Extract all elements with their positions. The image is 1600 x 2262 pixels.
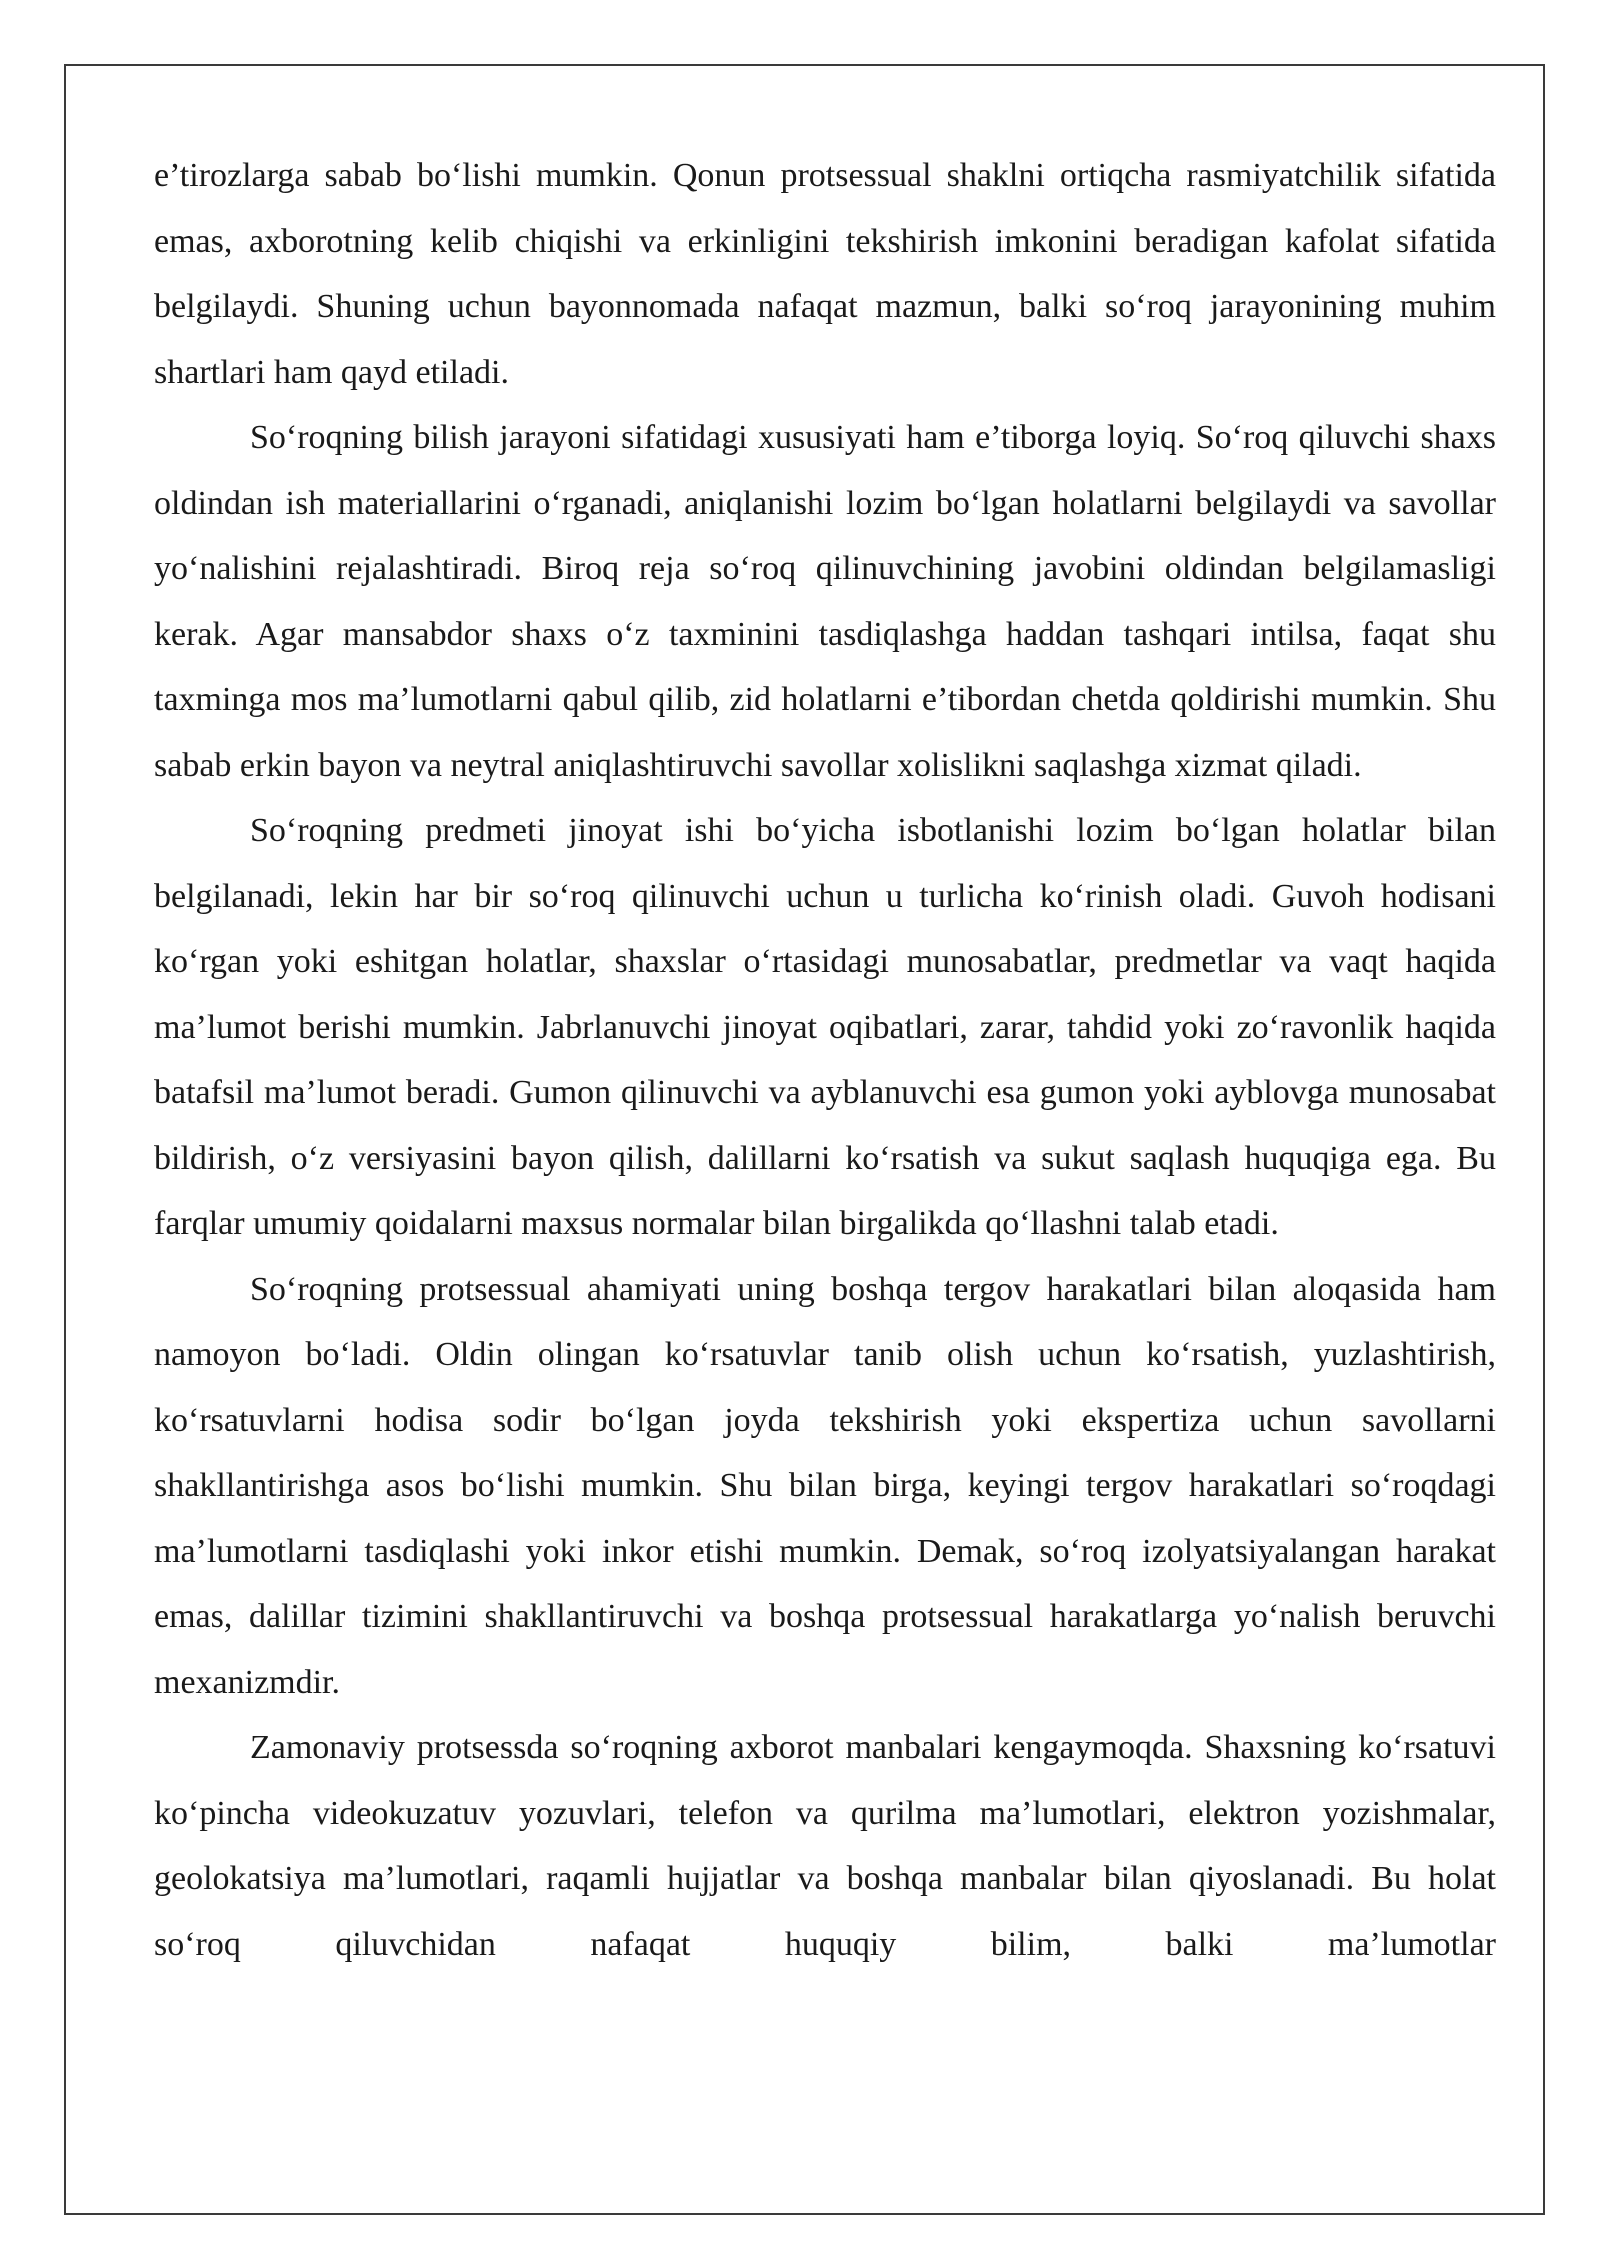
paragraph: So‘roqning protsessual ahamiyati uning boshqa tergov harakatlari bilan aloqasida ham namoyon bo‘ladi. Oldin olingan ko‘rsatuvlar tanib olish uchun ko‘rsatish, yuzlashtirish, ko‘rsatuvlarni hodisa sodir bo‘lgan joyda tekshirish yoki ekspertiza uchun savollarni shakllantirishga asos bo‘lishi mumkin. Shu bilan birga, keyingi tergov harakatlari so‘roqdagi ma’lumotlarni tasdiqlashi yoki inkor etishi mumkin. Demak, so‘roq izolyatsiyalangan harakat emas, dalillar tizimini shakllantiruvchi va boshqa protsessual harakatlarga yo‘nalish beruvchi mexanizmdir. — [154, 1270, 1496, 1701]
document-body — [154, 143, 1496, 1977]
paragraph: So‘roqning predmeti jinoyat ishi bo‘yicha isbotlanishi lozim bo‘lgan holatlar bilan belgilanadi, lekin har bir so‘roq qilinuvchi uchun u turlicha ko‘rinish oladi. Guvoh hodisani ko‘rgan yoki eshitgan holatlar, shaxslar o‘rtasidagi munosabatlar, predmetlar va vaqt haqida ma’lumot berishi mumkin. Jabrlanuvchi jinoyat oqibatlari, zarar, tahdid yoki zo‘ravonlik haqida batafsil ma’lumot beradi. Gumon qilinuvchi va ayblanuvchi esa gumon yoki ayblovga munosabat bildirish, o‘z versiyasini bayon qilish, dalillarni ko‘rsatish va sukut saqlash huquqiga ega. Bu farqlar umumiy qoidalarni maxsus normalar bilan birgalikda qo‘llashni talab etadi. — [154, 812, 1496, 1242]
paragraph: So‘roqning bilish jarayoni sifatidagi xususiyati ham e’tiborga loyiq. So‘roq qiluvchi shaxs oldindan ish materiallarini o‘rganadi, aniqlanishi lozim bo‘lgan holatlarni belgilaydi va savollar yo‘nalishini rejalashtiradi. Biroq reja so‘roq qilinuvchining javobini oldindan belgilamasligi kerak. Agar mansabdor shaxs o‘z taxminini tasdiqlashga haddan tashqari intilsa, faqat shu taxminga mos ma’lumotlarni qabul qilib, zid holatlarni e’tibordan chetda qoldirishi mumkin. Shu sabab erkin bayon va neytral aniqlashtiruvchi savollar xolislikni saqlashga xizmat qiladi. — [154, 419, 1496, 784]
paragraph-continuation: e’tirozlarga sabab bo‘lishi mumkin. Qonun protsessual shaklni ortiqcha rasmiyatchilik sifatida emas, axborotning kelib chiqishi va erkinligini tekshirish imkonini beradigan kafolat sifatida belgilaydi. Shuning uchun bayonnomada nafaqat mazmun, balki so‘roq jarayonining muhim shartlari ham qayd etiladi. — [154, 157, 1496, 391]
paragraph: Zamonaviy protsessda so‘roqning axborot manbalari kengaymoqda. Shaxsning ko‘rsatuvi ko‘pincha videokuzatuv yozuvlari, telefon va qurilma ma’lumotlari, elektron yozishmalar, geolokatsiya ma’lumotlari, raqamli hujjatlar va boshqa manbalar bilan qiyoslanadi. Bu holat so‘roq qiluvchidan nafaqat huquqiy bilim, balki ma’lumotlar — [154, 1729, 1496, 1963]
